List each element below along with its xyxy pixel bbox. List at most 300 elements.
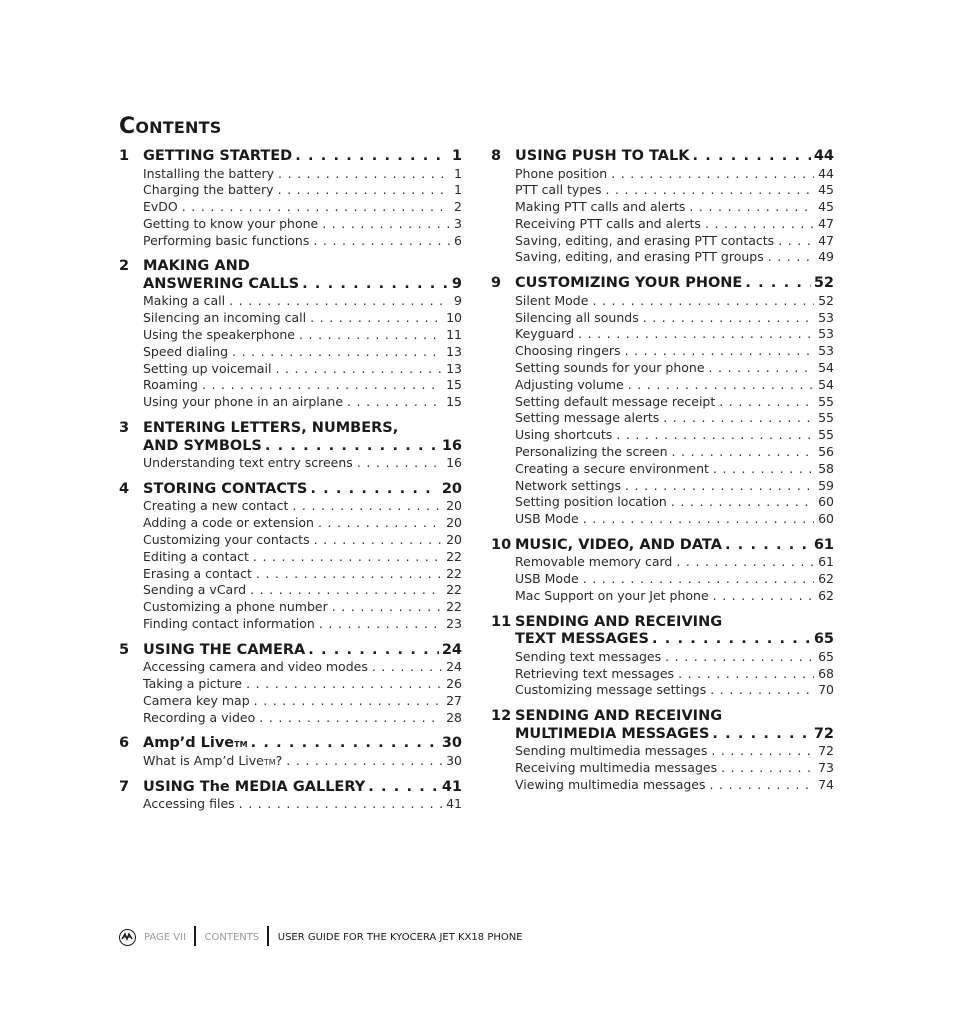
toc-entry[interactable] [515, 743, 834, 760]
entry-label: Making a call [143, 293, 226, 309]
toc-entry[interactable] [515, 343, 834, 360]
toc-entry[interactable] [143, 676, 462, 693]
dot-leader [372, 659, 442, 676]
dot-leader [319, 616, 442, 633]
dot-leader [310, 310, 442, 327]
dot-leader [611, 166, 814, 183]
dot-leader [778, 233, 814, 250]
entry-page-number: 47 [818, 232, 834, 248]
entry-page-number: 24 [446, 659, 462, 675]
toc-entry[interactable] [143, 710, 462, 727]
chapter-subtopics [119, 455, 462, 472]
chapter-number: 4 [119, 480, 130, 497]
entry-page-number: 72 [818, 743, 834, 759]
entry-label: Accessing files [143, 796, 235, 812]
chapter-subtopics [119, 498, 462, 632]
toc-entry[interactable] [515, 166, 834, 183]
entry-page-number: 55 [818, 410, 834, 426]
entry-page-number: 22 [446, 548, 462, 564]
entry-page-number: 20 [446, 515, 462, 531]
dot-leader [592, 293, 814, 310]
toc-entry[interactable] [515, 760, 834, 777]
chapter-number: 11 [491, 613, 512, 630]
entry-label: Silent Mode [515, 292, 589, 308]
entry-label: Using shortcuts [515, 427, 613, 443]
footer-section: CONTENTS [204, 931, 260, 943]
entry-page-number: 44 [818, 165, 834, 181]
toc-column-left [119, 148, 462, 822]
entry-label-suffix: ? [275, 752, 283, 768]
toc-entry[interactable] [143, 532, 462, 549]
chapter-number: 6 [119, 735, 130, 752]
toc-chapter [119, 481, 462, 633]
toc-entry[interactable] [515, 649, 834, 666]
toc-entry[interactable] [515, 511, 834, 528]
chapter-page-number: 41 [441, 778, 462, 795]
chapter-heading[interactable] [491, 726, 834, 744]
toc-entry[interactable] [515, 199, 834, 216]
entry-label: Customizing message settings [515, 682, 707, 698]
toc-entry[interactable] [515, 494, 834, 511]
chapter-title: CUSTOMIZING YOUR PHONE [515, 275, 743, 292]
chapter-page-number: 72 [813, 725, 834, 742]
entry-page-number: 9 [454, 293, 462, 309]
dot-leader [232, 344, 442, 361]
entry-label: Saving, editing, and erasing PTT groups [515, 249, 764, 265]
chapter-page-number: 52 [813, 275, 834, 292]
page-title [119, 113, 221, 142]
chapter-subtopics [119, 659, 462, 726]
dot-leader [313, 233, 450, 250]
toc-entry[interactable] [515, 427, 834, 444]
entry-label: Sending a vCard [143, 582, 247, 598]
dot-leader [286, 753, 442, 770]
dot-leader [625, 478, 814, 495]
toc-entry[interactable] [515, 293, 834, 310]
entry-label: Recording a video [143, 709, 256, 725]
dot-leader [709, 360, 815, 377]
entry-page-number: 47 [818, 215, 834, 231]
entry-label: Using the speakerphone [143, 327, 295, 343]
entry-label: Setting position location [515, 494, 667, 510]
chapter-number: 7 [119, 778, 130, 795]
entry-label: Installing the battery [143, 165, 275, 181]
toc-entry[interactable] [515, 588, 834, 605]
entry-label: Getting to know your phone [143, 215, 319, 231]
chapter-title: MUSIC, VIDEO, AND DATA [515, 536, 722, 553]
dot-leader [671, 494, 814, 511]
entry-label: Using your phone in an airplane [143, 394, 344, 410]
entry-label: Charging the battery [143, 182, 274, 198]
entry-label: PTT call types [515, 182, 602, 198]
entry-page-number: 30 [446, 752, 462, 768]
entry-page-number: 54 [818, 359, 834, 375]
toc-chapter [491, 708, 834, 793]
dot-leader [663, 410, 814, 427]
entry-page-number: 16 [446, 455, 462, 471]
dot-leader [308, 642, 439, 660]
entry-label: Making PTT calls and alerts [515, 199, 686, 215]
entry-page-number: 41 [446, 796, 462, 812]
toc-entry[interactable] [515, 571, 834, 588]
chapter-heading[interactable] [491, 614, 834, 632]
chapter-page-number: 16 [441, 437, 462, 454]
entry-label: Creating a secure environment [515, 460, 709, 476]
entry-label: Removable memory card [515, 554, 673, 570]
chapter-heading[interactable]: 6 Amp’d Live TM . . . 30 [119, 735, 462, 753]
chapter-number: 1 [119, 148, 130, 164]
toc-entry[interactable] [515, 682, 834, 699]
chapter-title: SENDING AND RECEIVING [515, 613, 723, 630]
entry-page-number: 26 [446, 676, 462, 692]
entry-page-number: 65 [818, 648, 834, 664]
chapter-page-number: 20 [441, 480, 462, 497]
dot-leader [357, 455, 442, 472]
chapter-subtopics [119, 796, 462, 813]
chapter-title: GETTING STARTED [143, 148, 293, 164]
dot-leader [202, 377, 442, 394]
chapter-heading[interactable] [119, 779, 462, 797]
entry-label: Personalizing the screen [515, 443, 668, 459]
dot-leader [676, 554, 814, 571]
dot-leader [616, 427, 814, 444]
entry-page-number: 13 [446, 360, 462, 376]
entry-label: Accessing camera and video modes [143, 659, 368, 675]
toc-entry[interactable] [515, 216, 834, 233]
dot-leader [628, 377, 814, 394]
dot-leader [322, 216, 450, 233]
chapter-heading[interactable] [119, 148, 462, 166]
entry-page-number: 15 [446, 377, 462, 393]
footer-divider [267, 926, 269, 946]
chapter-number: 3 [119, 420, 130, 437]
chapter-heading[interactable] [491, 275, 834, 293]
dot-leader [314, 532, 442, 549]
toc-entry[interactable] [143, 693, 462, 710]
chapter-subtopics [119, 293, 462, 411]
chapter-page-number: 61 [813, 536, 834, 553]
toc-chapter [491, 537, 834, 605]
entry-label: Roaming [143, 377, 198, 393]
toc-entry[interactable] [515, 377, 834, 394]
entry-label: Network settings [515, 477, 622, 493]
dot-leader [253, 549, 442, 566]
dot-leader [768, 249, 814, 266]
toc-entry[interactable] [143, 394, 462, 411]
entry-page-number: 60 [818, 511, 834, 527]
entry-page-number: 62 [818, 588, 834, 604]
dot-leader [347, 394, 442, 411]
entry-label: Keyguard [515, 326, 575, 342]
entry-page-number: 3 [454, 215, 462, 231]
entry-page-number: 73 [818, 760, 834, 776]
entry-label: Viewing multimedia messages [515, 776, 706, 792]
toc-chapter [119, 148, 462, 249]
toc-entry[interactable] [515, 249, 834, 266]
page-title-initial: C [119, 114, 136, 139]
entry-page-number: 59 [818, 477, 834, 493]
dot-leader [182, 199, 450, 216]
page-title-rest: ONTENTS [135, 118, 222, 137]
chapter-page-number: 30 [441, 735, 462, 752]
entry-label: Saving, editing, and erasing PTT contacts [515, 232, 775, 248]
dot-leader [250, 582, 442, 599]
chapter-heading[interactable] [119, 276, 462, 294]
dot-leader [259, 710, 442, 727]
entry-page-number: 23 [446, 615, 462, 631]
dot-leader [239, 796, 442, 813]
toc-entry[interactable] [515, 554, 834, 571]
entry-label: Customizing a phone number [143, 599, 328, 615]
dot-leader [332, 599, 442, 616]
entry-label: Sending multimedia messages [515, 743, 708, 759]
dot-leader [229, 293, 450, 310]
chapter-heading[interactable] [119, 258, 462, 276]
chapter-heading[interactable] [491, 631, 834, 649]
toc-entry[interactable] [143, 182, 462, 199]
toc-entry[interactable]: What is Amp’d Live TM ? . . . 30 [143, 753, 462, 770]
entry-page-number: 22 [446, 599, 462, 615]
toc-chapter [119, 735, 462, 769]
entry-page-number: 2 [454, 199, 462, 215]
chapter-title: Amp’d Live [143, 735, 235, 752]
entry-page-number: 1 [454, 182, 462, 198]
entry-page-number: 74 [818, 776, 834, 792]
chapter-title: AND SYMBOLS [143, 437, 262, 454]
dot-leader [712, 726, 810, 744]
entry-page-number: 49 [818, 249, 834, 265]
entry-page-number: 53 [818, 309, 834, 325]
chapter-page-number: 1 [451, 148, 462, 164]
entry-page-number: 6 [454, 232, 462, 248]
entry-label: What is Amp’d Live [143, 752, 264, 768]
entry-page-number: 15 [446, 394, 462, 410]
entry-page-number: 53 [818, 343, 834, 359]
entry-label: Adjusting volume [515, 376, 624, 392]
chapter-heading[interactable] [491, 537, 834, 555]
entry-label: Speed dialing [143, 343, 229, 359]
toc-entry[interactable] [143, 327, 462, 344]
toc-entry[interactable] [515, 310, 834, 327]
dot-leader [368, 779, 439, 797]
toc-entry[interactable] [515, 326, 834, 343]
chapter-subtopics [491, 649, 834, 699]
chapter-heading[interactable] [491, 708, 834, 726]
dot-leader [278, 182, 450, 199]
chapter-subtopics [119, 753, 462, 770]
entry-page-number: 45 [818, 182, 834, 198]
dot-leader [719, 394, 814, 411]
toc-entry[interactable] [143, 344, 462, 361]
toc-entry[interactable] [515, 394, 834, 411]
toc-entry[interactable] [143, 599, 462, 616]
entry-page-number: 10 [446, 310, 462, 326]
dot-leader [711, 743, 814, 760]
chapter-heading[interactable] [119, 481, 462, 499]
dot-leader [318, 515, 442, 532]
entry-label: USB Mode [515, 571, 579, 587]
chapter-subtopics [491, 743, 834, 793]
entry-label: Editing a contact [143, 548, 249, 564]
toc-chapter [119, 779, 462, 813]
dot-leader [713, 461, 814, 478]
chapter-page-number: 65 [813, 631, 834, 648]
entry-page-number: 52 [818, 292, 834, 308]
toc-entry[interactable] [143, 310, 462, 327]
toc-entry[interactable] [143, 549, 462, 566]
dot-leader [692, 148, 810, 166]
chapter-title: SENDING AND RECEIVING [515, 708, 723, 725]
chapter-subtopics [491, 554, 834, 604]
chapter-title: MULTIMEDIA MESSAGES [515, 725, 710, 742]
entry-label: Setting default message receipt [515, 393, 716, 409]
chapter-number: 10 [491, 536, 512, 553]
entry-page-number: 68 [818, 665, 834, 681]
dot-leader [678, 666, 814, 683]
toc-entry[interactable] [143, 616, 462, 633]
dot-leader [275, 361, 442, 378]
chapter-subtopics [491, 166, 834, 267]
chapter-heading[interactable] [119, 642, 462, 660]
entry-page-number: 20 [446, 498, 462, 514]
chapter-number: 8 [491, 148, 502, 164]
toc-entry[interactable] [515, 461, 834, 478]
entry-label: Receiving PTT calls and alerts [515, 215, 701, 231]
entry-page-number: 56 [818, 443, 834, 459]
entry-page-number: 22 [446, 565, 462, 581]
chapter-number: 9 [491, 275, 502, 292]
entry-page-number: 11 [446, 327, 462, 343]
entry-label: Mac Support on your Jet phone [515, 588, 709, 604]
toc-chapter [119, 642, 462, 727]
toc-entry[interactable] [143, 455, 462, 472]
dot-leader [625, 343, 815, 360]
toc-entry[interactable] [515, 410, 834, 427]
entry-label: Setting up voicemail [143, 360, 272, 376]
entry-label: Performing basic functions [143, 232, 310, 248]
dot-leader [745, 275, 810, 293]
entry-page-number: 55 [818, 393, 834, 409]
entry-page-number: 45 [818, 199, 834, 215]
chapter-title: STORING CONTACTS [143, 480, 308, 497]
chapter-heading[interactable] [491, 148, 834, 166]
toc-column-right [491, 148, 834, 803]
entry-label: Setting sounds for your phone [515, 359, 705, 375]
dot-leader [299, 327, 442, 344]
entry-page-number: 1 [454, 165, 462, 181]
entry-label: Sending text messages [515, 648, 662, 664]
toc-entry[interactable] [515, 777, 834, 794]
entry-page-number: 13 [446, 343, 462, 359]
toc-entry[interactable] [143, 361, 462, 378]
toc-entry[interactable] [143, 566, 462, 583]
toc-entry[interactable] [143, 293, 462, 310]
toc-entry[interactable] [143, 498, 462, 515]
chapter-subtopics [119, 166, 462, 250]
entry-page-number: 62 [818, 571, 834, 587]
dot-leader [665, 649, 814, 666]
entry-label: Customizing your contacts [143, 531, 310, 547]
dot-leader [605, 182, 814, 199]
dot-leader [302, 276, 449, 294]
dot-leader [583, 571, 814, 588]
toc-chapter [119, 420, 462, 472]
entry-label: Silencing all sounds [515, 309, 639, 325]
dot-leader [578, 326, 814, 343]
chapter-heading[interactable] [119, 438, 462, 456]
chapter-number: 5 [119, 641, 130, 658]
chapter-page-number: 9 [451, 275, 462, 292]
entry-label: Erasing a contact [143, 565, 252, 581]
dot-leader [672, 444, 815, 461]
toc-chapter [491, 148, 834, 266]
dot-leader [251, 735, 439, 753]
toc-entry[interactable] [143, 377, 462, 394]
toc-chapter [491, 614, 834, 699]
brand-logo-icon [119, 929, 136, 946]
chapter-title: TEXT MESSAGES [515, 631, 649, 648]
dot-leader [725, 537, 811, 555]
chapter-page-number: 44 [813, 148, 834, 164]
entry-page-number: 27 [446, 692, 462, 708]
entry-page-number: 58 [818, 460, 834, 476]
toc-entry[interactable] [143, 582, 462, 599]
dot-leader [710, 777, 815, 794]
toc-entry[interactable] [143, 166, 462, 183]
dot-leader [254, 693, 442, 710]
dot-leader [583, 511, 814, 528]
dot-leader [710, 682, 814, 699]
chapter-title: MAKING AND [143, 258, 250, 275]
dot-leader [292, 498, 442, 515]
entry-label: Receiving multimedia messages [515, 760, 718, 776]
chapter-title: USING The MEDIA GALLERY [143, 778, 366, 795]
toc-entry[interactable] [143, 659, 462, 676]
toc-entry[interactable] [143, 515, 462, 532]
entry-label: Creating a new contact [143, 498, 289, 514]
entry-label: USB Mode [515, 511, 579, 527]
toc-entry[interactable] [515, 444, 834, 461]
chapter-number: 12 [491, 708, 512, 725]
entry-label: Choosing ringers [515, 343, 621, 359]
toc-entry[interactable] [143, 216, 462, 233]
toc-entry[interactable] [143, 796, 462, 813]
footer-divider [194, 926, 196, 946]
toc-entry[interactable] [515, 478, 834, 495]
dot-leader [721, 760, 814, 777]
chapter-heading[interactable] [119, 420, 462, 438]
toc-entry[interactable] [143, 199, 462, 216]
entry-page-number: 20 [446, 531, 462, 547]
toc-entry[interactable] [143, 233, 462, 250]
entry-page-number: 53 [818, 326, 834, 342]
toc-chapter [491, 275, 834, 528]
footer-guide-title: USER GUIDE FOR THE KYOCERA JET KX18 PHONE [277, 931, 523, 943]
chapter-title: ANSWERING CALLS [143, 275, 300, 292]
dot-leader [689, 199, 814, 216]
chapter-title: ENTERING LETTERS, NUMBERS, [143, 420, 399, 437]
toc-entry[interactable] [515, 182, 834, 199]
entry-page-number: 22 [446, 582, 462, 598]
entry-page-number: 60 [818, 494, 834, 510]
dot-leader [310, 481, 438, 499]
footer-page-label: PAGE VII [144, 931, 187, 943]
entry-page-number: 28 [446, 709, 462, 725]
toc-entry[interactable] [515, 666, 834, 683]
toc-entry[interactable] [515, 233, 834, 250]
toc-entry[interactable] [515, 360, 834, 377]
entry-label: Camera key map [143, 692, 250, 708]
